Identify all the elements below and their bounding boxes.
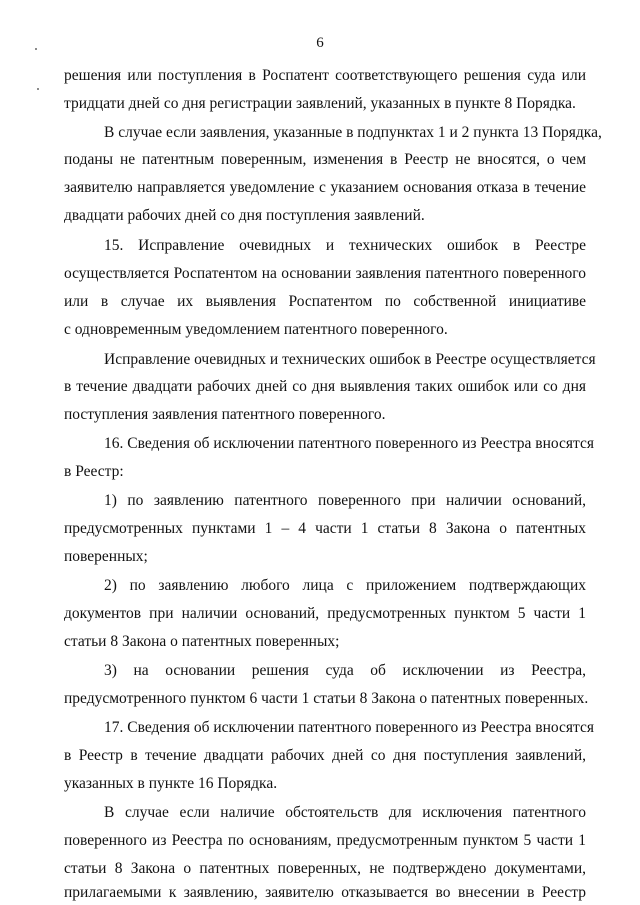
text-line: решения или поступления в Роспатент соответствующего решения суда или: [64, 67, 586, 84]
text-line: двадцати рабочих дней со дня поступления заявлений.: [64, 207, 425, 224]
text-line: статьи 8 Закона о патентных поверенных, не подтверждено документами,: [64, 860, 586, 877]
text-line: осуществляется Роспатентом на основании заявления патентного поверенного: [64, 265, 586, 282]
text-line: поверенных;: [64, 548, 148, 565]
text-line: документов при наличии оснований, предусмотренных пунктом 5 части 1: [64, 605, 586, 622]
page-number: 6: [316, 35, 324, 51]
text-line: В случае если заявления, указанные в подпунктах 1 и 2 пункта 13 Порядка,: [104, 124, 602, 141]
text-line: 17. Сведения об исключении патентного поверенного из Реестра вносятся: [104, 719, 595, 736]
text-line: в течение двадцати рабочих дней со дня выявления таких ошибок или со дня: [64, 378, 586, 395]
text-line: тридцати дней со дня регистрации заявлений, указанных в пункте 8 Порядка.: [64, 95, 576, 112]
text-line: 3) на основании решения суда об исключении из Реестра,: [104, 662, 586, 679]
text-line: в Реестр:: [64, 463, 124, 480]
text-line: предусмотренного пунктом 6 части 1 статьи 8 Закона о патентных поверенных.: [64, 690, 589, 707]
text-line: Исправление очевидных и технических ошибок в Реестре осуществляется: [104, 351, 596, 368]
scan-speck: [35, 48, 37, 50]
text-line: прилагаемыми к заявлению, заявителю отказывается во внесении в Реестр: [64, 884, 586, 901]
text-line: 16. Сведения об исключении патентного поверенного из Реестра вносятся: [104, 435, 595, 452]
text-line: или в случае их выявления Роспатентом по собственной инициативе: [64, 293, 586, 310]
text-line: 2) по заявлению любого лица с приложением подтверждающих: [104, 577, 586, 594]
text-line: предусмотренных пунктами 1 – 4 части 1 статьи 8 Закона о патентных: [64, 520, 586, 537]
text-line: статьи 8 Закона о патентных поверенных;: [64, 633, 340, 650]
scan-speck: [37, 88, 39, 90]
text-line: В случае если наличие обстоятельств для исключения патентного: [104, 804, 586, 821]
text-line: 1) по заявлению патентного поверенного при наличии оснований,: [104, 492, 586, 509]
text-line: поданы не патентным поверенным, изменения в Реестр не вносятся, о чем: [64, 151, 586, 168]
text-line: заявителю направляется уведомление с указанием основания отказа в течение: [64, 179, 586, 196]
text-line: поступления заявления патентного поверенного.: [64, 406, 386, 423]
text-line: в Реестр в течение двадцати рабочих дней со дня поступления заявлений,: [64, 747, 586, 764]
text-line: 15. Исправление очевидных и технических ошибок в Реестре: [104, 237, 586, 254]
text-line: поверенного из Реестра по основаниям, предусмотренным пунктом 5 части 1: [64, 832, 586, 849]
text-line: с одновременным уведомлением патентного поверенного.: [64, 321, 448, 338]
text-line: указанных в пункте 16 Порядка.: [64, 775, 278, 792]
